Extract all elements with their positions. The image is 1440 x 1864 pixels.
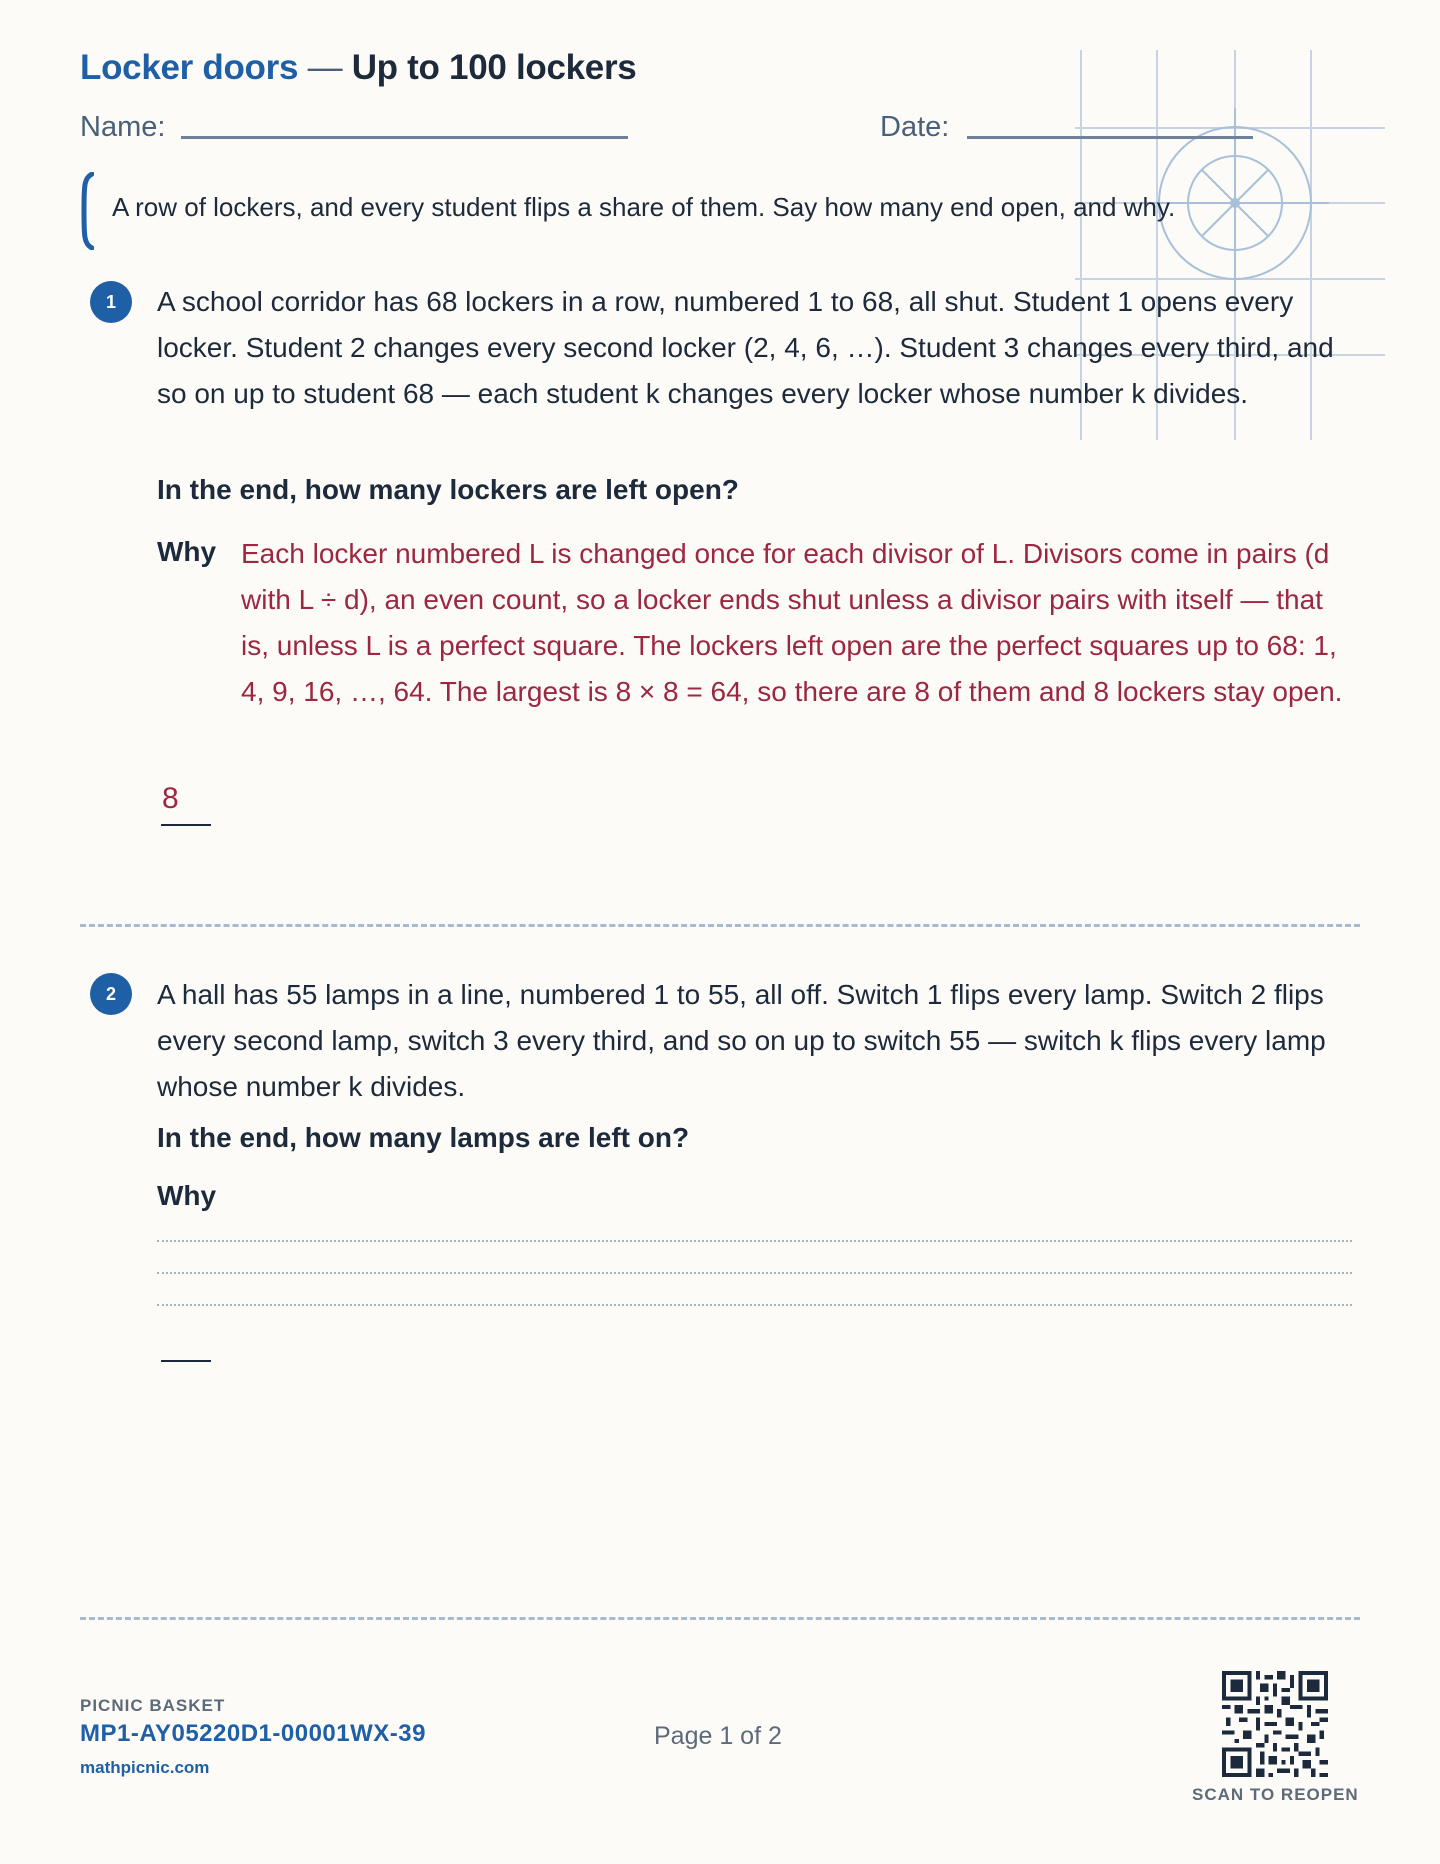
problem-1-why-explanation: Each locker numbered L is changed once for each divisor of L. Divisors come in pairs (d with L ÷ d), an even count, so a locker ends shut unless a divisor pairs with itself — that is, unless L is a perfect square. The lockers left open are the perfect squares up to 68: 1, 4, 9, 16, …, 64. The largest is 8 × 8 = 64, so there are 8 of them and 8 lockers stay open. bbox=[241, 538, 1343, 707]
writing-line[interactable] bbox=[157, 1272, 1352, 1274]
footer-divider bbox=[80, 1617, 1360, 1620]
scan-caption: SCAN TO REOPEN bbox=[1192, 1785, 1359, 1804]
page-title bbox=[80, 48, 636, 88]
name-label: Name: bbox=[80, 111, 166, 143]
problem-1-question: In the end, how many lockers are left open? bbox=[157, 474, 739, 505]
title-subtitle: Up to 100 lockers bbox=[351, 48, 637, 87]
problem-2-question: In the end, how many lamps are left on? bbox=[157, 1122, 690, 1153]
problem-number-badge: 1 bbox=[90, 281, 132, 323]
qr-code[interactable] bbox=[1222, 1671, 1328, 1777]
page-number: Page 1 of 2 bbox=[654, 1722, 782, 1750]
intro-accent-bar bbox=[80, 172, 94, 250]
site-link[interactable]: mathpicnic.com bbox=[80, 1758, 210, 1777]
title-dash: — bbox=[307, 48, 343, 87]
problem-number-badge: 2 bbox=[90, 973, 132, 1015]
intro-text: A row of lockers, and every student flips a share of them. Say how many end open, and why. bbox=[112, 192, 1176, 222]
writing-line[interactable] bbox=[157, 1304, 1352, 1306]
name-field-line[interactable] bbox=[181, 136, 628, 139]
problem-1-why-label: Why bbox=[157, 536, 217, 567]
problem-1-answer-line[interactable] bbox=[161, 824, 211, 826]
title-topic: Locker doors bbox=[80, 48, 299, 87]
date-label: Date: bbox=[880, 111, 950, 143]
writing-line[interactable] bbox=[157, 1240, 1352, 1242]
problem-2-text: A hall has 55 lamps in a line, numbered 1 to 55, all off. Switch 1 flips every lamp. Switch 2 flips every second lamp, switch 3 every third, and so on up to switch 55 — switch k flips every lamp whose number k divides. bbox=[157, 979, 1326, 1102]
problem-2-answer-line[interactable] bbox=[161, 1360, 211, 1362]
problem-1-text: A school corridor has 68 lockers in a row, numbered 1 to 68, all shut. Student 1 opens every locker. Student 2 changes every second locker (2, 4, 6, …). Student 3 changes every third, and so on up to student 68 — each student k changes every locker whose number k divides. bbox=[157, 286, 1334, 409]
date-field-line[interactable] bbox=[967, 136, 1253, 139]
brand-label: PICNIC BASKET bbox=[80, 1696, 226, 1715]
problem-1-answer: 8 bbox=[162, 782, 179, 815]
section-divider bbox=[80, 924, 1360, 927]
worksheet-code: MP1-AY05220D1-00001WX-39 bbox=[80, 1720, 426, 1747]
problem-2-why-label: Why bbox=[157, 1180, 217, 1211]
